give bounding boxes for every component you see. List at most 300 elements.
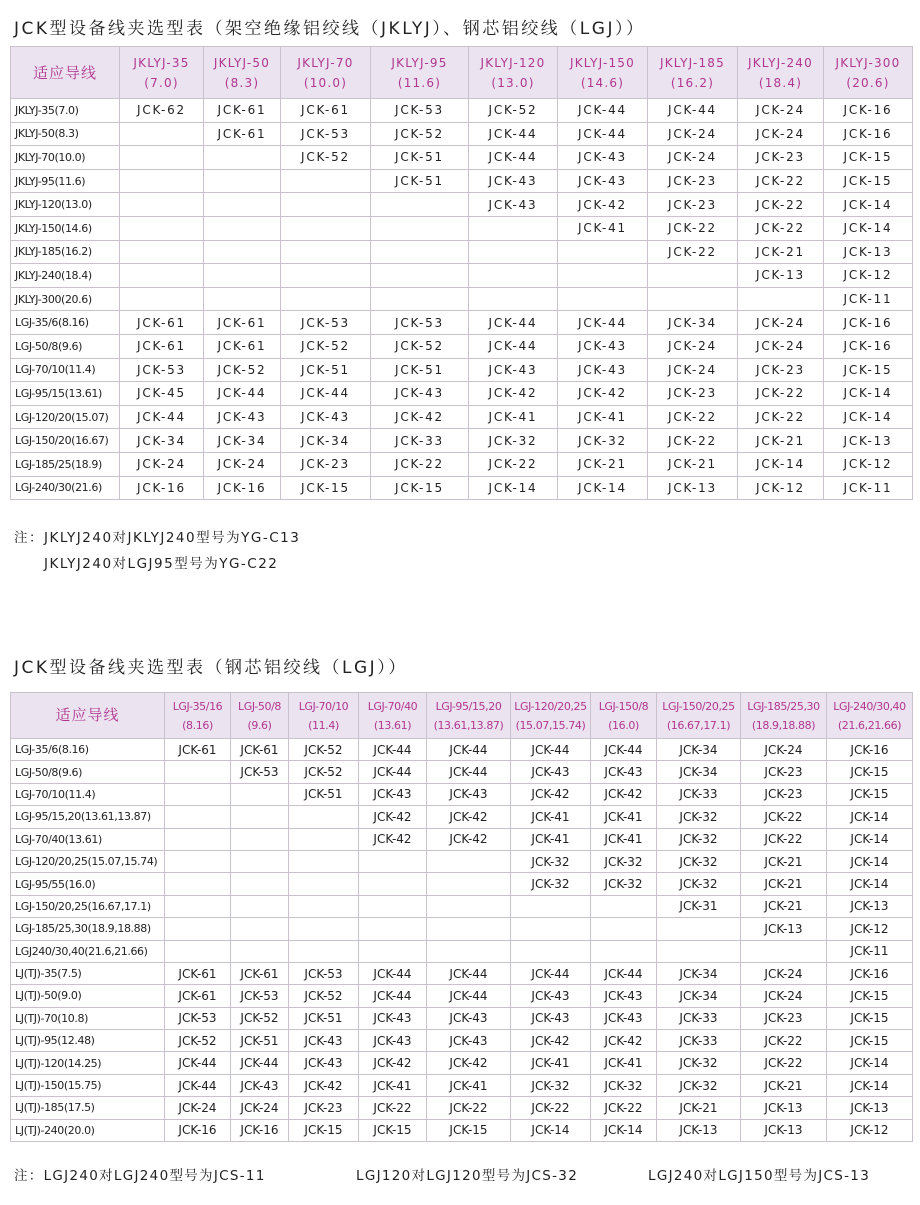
clamp-model-cell: JCK-15: [824, 146, 913, 170]
clamp-model-cell: JCK-44: [281, 382, 371, 406]
clamp-model-cell: [120, 122, 204, 146]
clamp-model-cell: JCK-61: [120, 334, 204, 358]
clamp-model-cell: JCK-15: [827, 1007, 913, 1029]
clamp-model-cell: JCK-11: [824, 287, 913, 311]
clamp-model-cell: JCK-53: [165, 1007, 231, 1029]
column-header-name: JKLYJ-70: [297, 55, 354, 70]
clamp-model-cell: JCK-13: [648, 476, 738, 500]
column-header-name: LGJ-240/30,40: [833, 699, 906, 713]
clamp-model-cell: [231, 895, 289, 917]
clamp-model-cell: JCK-43: [371, 382, 469, 406]
clamp-model-cell: JCK-33: [657, 1007, 741, 1029]
table1-note-1: 注：JKLYJ240对JKLYJ240型号为YG-C13: [14, 530, 301, 546]
clamp-model-cell: [165, 783, 231, 805]
clamp-model-cell: JCK-32: [511, 1074, 591, 1096]
clamp-model-cell: JCK-61: [204, 122, 281, 146]
clamp-model-cell: [371, 264, 469, 288]
clamp-model-cell: JCK-14: [827, 1074, 913, 1096]
row-conductor-label: LGJ-150/20,25(16.67,17.1): [11, 895, 165, 917]
table-row: [11, 873, 913, 895]
clamp-model-cell: JCK-42: [511, 1030, 591, 1052]
clamp-model-cell: [281, 264, 371, 288]
clamp-model-cell: [204, 240, 281, 264]
clamp-model-cell: JCK-21: [648, 452, 738, 476]
clamp-model-cell: [359, 850, 427, 872]
column-header-name: JKLYJ-35: [133, 55, 190, 70]
clamp-model-cell: [289, 940, 359, 962]
clamp-model-cell: JCK-14: [824, 216, 913, 240]
clamp-model-cell: JCK-41: [511, 1052, 591, 1074]
row-conductor-label: LGJ-185/25,30(18.9,18.88): [11, 918, 165, 940]
clamp-model-cell: JCK-44: [511, 739, 591, 761]
clamp-model-cell: JCK-13: [741, 1097, 827, 1119]
clamp-model-cell: JCK-33: [657, 1030, 741, 1052]
column-header-diameter: (13.61): [373, 718, 412, 732]
clamp-model-cell: JCK-21: [738, 429, 824, 453]
clamp-model-cell: JCK-43: [427, 1007, 511, 1029]
clamp-model-cell: JCK-52: [165, 1030, 231, 1052]
clamp-model-cell: JCK-22: [741, 828, 827, 850]
clamp-model-cell: [231, 806, 289, 828]
clamp-model-cell: [289, 895, 359, 917]
clamp-model-cell: [204, 264, 281, 288]
table-row: [11, 1030, 913, 1052]
clamp-model-cell: JCK-16: [204, 476, 281, 500]
clamp-model-cell: JCK-43: [469, 169, 558, 193]
clamp-model-cell: JCK-61: [204, 99, 281, 123]
clamp-model-cell: JCK-16: [824, 99, 913, 123]
clamp-model-cell: JCK-14: [558, 476, 648, 500]
clamp-model-cell: JCK-44: [469, 334, 558, 358]
clamp-model-cell: JCK-24: [204, 452, 281, 476]
clamp-model-cell: JCK-43: [558, 334, 648, 358]
column-header: [657, 693, 741, 739]
clamp-model-cell: JCK-52: [289, 985, 359, 1007]
table-row: [11, 918, 913, 940]
row-conductor-label: LGJ-95/55(16.0): [11, 873, 165, 895]
clamp-model-cell: JCK-42: [427, 1052, 511, 1074]
clamp-model-cell: JCK-14: [827, 873, 913, 895]
clamp-model-cell: JCK-34: [657, 761, 741, 783]
clamp-model-cell: JCK-43: [427, 1030, 511, 1052]
clamp-model-cell: JCK-52: [371, 122, 469, 146]
clamp-model-cell: [511, 918, 591, 940]
row-conductor-label: LGJ-35/6(8.16): [11, 311, 120, 335]
clamp-model-cell: JCK-43: [289, 1030, 359, 1052]
column-header-diameter: (15.07,15.74): [515, 718, 586, 732]
column-header-name: JKLYJ-95: [391, 55, 448, 70]
row-conductor-label: LJ(TJ)-240(20.0): [11, 1119, 165, 1141]
row-conductor-label: JKLYJ-240(18.4): [11, 264, 120, 288]
clamp-model-cell: JCK-41: [427, 1074, 511, 1096]
clamp-model-cell: JCK-41: [558, 405, 648, 429]
clamp-model-cell: JCK-23: [741, 783, 827, 805]
column-header: [648, 47, 738, 99]
clamp-model-cell: JCK-44: [165, 1074, 231, 1096]
clamp-model-cell: JCK-43: [558, 146, 648, 170]
column-header-name: LGJ-185/25,30: [747, 699, 820, 713]
clamp-model-cell: JCK-43: [359, 783, 427, 805]
table-row: [11, 311, 913, 335]
clamp-model-cell: [204, 146, 281, 170]
row-conductor-label: LGJ-120/20,25(15.07,15.74): [11, 850, 165, 872]
clamp-model-cell: [511, 940, 591, 962]
clamp-model-cell: [231, 873, 289, 895]
clamp-model-cell: JCK-23: [741, 761, 827, 783]
clamp-model-cell: [359, 895, 427, 917]
row-conductor-label: LGJ-120/20(15.07): [11, 405, 120, 429]
clamp-model-cell: JCK-44: [165, 1052, 231, 1074]
row-conductor-label: LGJ-185/25(18.9): [11, 452, 120, 476]
clamp-model-cell: JCK-34: [281, 429, 371, 453]
column-header-diameter: (7.0): [144, 75, 179, 90]
clamp-model-cell: JCK-31: [657, 895, 741, 917]
clamp-model-cell: JCK-52: [371, 334, 469, 358]
clamp-model-cell: JCK-15: [359, 1119, 427, 1141]
clamp-model-cell: JCK-24: [738, 311, 824, 335]
column-header-name: JKLYJ-240: [748, 55, 813, 70]
clamp-model-cell: [591, 895, 657, 917]
table-row: [11, 169, 913, 193]
clamp-model-cell: JCK-14: [824, 382, 913, 406]
clamp-model-cell: JCK-21: [741, 1074, 827, 1096]
clamp-model-cell: JCK-32: [657, 873, 741, 895]
clamp-model-cell: [289, 850, 359, 872]
clamp-model-cell: [427, 850, 511, 872]
column-header-name: LGJ-50/8: [238, 699, 281, 713]
clamp-model-cell: JCK-44: [359, 739, 427, 761]
column-header: [371, 47, 469, 99]
column-header: [469, 47, 558, 99]
clamp-model-cell: JCK-22: [738, 382, 824, 406]
clamp-model-cell: JCK-22: [738, 169, 824, 193]
clamp-model-cell: JCK-44: [469, 122, 558, 146]
clamp-model-cell: JCK-43: [469, 193, 558, 217]
table-row: [11, 739, 913, 761]
clamp-model-cell: [165, 895, 231, 917]
column-header: [165, 693, 231, 739]
clamp-model-cell: JCK-43: [427, 783, 511, 805]
table-row: [11, 940, 913, 962]
table2-header-row: [11, 693, 913, 739]
clamp-model-cell: JCK-22: [511, 1097, 591, 1119]
clamp-model-cell: [511, 895, 591, 917]
clamp-model-cell: JCK-52: [289, 739, 359, 761]
table-row: [11, 382, 913, 406]
clamp-model-cell: [427, 873, 511, 895]
clamp-model-cell: [591, 918, 657, 940]
clamp-model-cell: [289, 806, 359, 828]
clamp-model-cell: JCK-43: [591, 761, 657, 783]
clamp-model-cell: JCK-13: [741, 918, 827, 940]
clamp-model-cell: JCK-32: [657, 1052, 741, 1074]
clamp-model-cell: [648, 287, 738, 311]
clamp-model-cell: JCK-52: [281, 334, 371, 358]
clamp-model-cell: JCK-51: [289, 783, 359, 805]
clamp-model-cell: JCK-14: [827, 850, 913, 872]
clamp-model-cell: JCK-42: [359, 828, 427, 850]
clamp-model-cell: [231, 918, 289, 940]
clamp-model-cell: JCK-53: [371, 99, 469, 123]
row-conductor-label: LGJ-95/15(13.61): [11, 382, 120, 406]
column-header-name: LGJ-150/20,25: [662, 699, 735, 713]
clamp-model-cell: [289, 918, 359, 940]
column-header: [231, 693, 289, 739]
row-conductor-label: JKLYJ-70(10.0): [11, 146, 120, 170]
clamp-model-cell: [289, 828, 359, 850]
clamp-model-cell: JCK-24: [741, 962, 827, 984]
clamp-model-cell: JCK-41: [469, 405, 558, 429]
clamp-model-cell: [204, 193, 281, 217]
clamp-model-cell: JCK-15: [289, 1119, 359, 1141]
column-header: [427, 693, 511, 739]
clamp-model-cell: JCK-33: [657, 783, 741, 805]
column-header-diameter: (16.67,17.1): [666, 718, 731, 732]
column-header: [204, 47, 281, 99]
clamp-model-cell: JCK-61: [165, 739, 231, 761]
row-conductor-label: LGJ-50/8(9.6): [11, 761, 165, 783]
clamp-model-cell: JCK-51: [371, 146, 469, 170]
clamp-model-cell: JCK-22: [648, 429, 738, 453]
clamp-model-cell: JCK-42: [359, 806, 427, 828]
clamp-model-cell: JCK-44: [231, 1052, 289, 1074]
clamp-model-cell: [371, 216, 469, 240]
clamp-model-cell: [231, 828, 289, 850]
clamp-model-cell: [469, 240, 558, 264]
table-row: [11, 1097, 913, 1119]
clamp-model-cell: JCK-44: [427, 761, 511, 783]
clamp-model-cell: JCK-43: [289, 1052, 359, 1074]
table-row: [11, 240, 913, 264]
clamp-model-cell: [120, 264, 204, 288]
table2-corner-header: 适应导线: [11, 693, 165, 739]
clamp-model-cell: JCK-53: [231, 761, 289, 783]
clamp-model-cell: [738, 287, 824, 311]
column-header-diameter: (11.4): [308, 718, 339, 732]
clamp-model-cell: JCK-41: [359, 1074, 427, 1096]
clamp-model-cell: JCK-12: [827, 1119, 913, 1141]
clamp-model-cell: JCK-15: [371, 476, 469, 500]
column-header-diameter: (13.61,13.87): [433, 718, 504, 732]
clamp-model-cell: JCK-44: [648, 99, 738, 123]
table2-title: JCK型设备线夹选型表（钢芯铝绞线（LGJ））: [14, 658, 408, 678]
clamp-model-cell: JCK-23: [648, 169, 738, 193]
clamp-model-cell: [120, 193, 204, 217]
clamp-model-cell: JCK-14: [738, 452, 824, 476]
clamp-model-cell: [165, 873, 231, 895]
selection-table-lgj: [10, 692, 913, 1142]
clamp-model-cell: JCK-12: [824, 264, 913, 288]
clamp-model-cell: JCK-16: [824, 122, 913, 146]
clamp-model-cell: JCK-23: [281, 452, 371, 476]
clamp-model-cell: JCK-14: [827, 806, 913, 828]
column-header-name: LGJ-70/40: [367, 699, 418, 713]
clamp-model-cell: JCK-15: [827, 761, 913, 783]
row-conductor-label: LJ(TJ)-95(12.48): [11, 1030, 165, 1052]
clamp-model-cell: JCK-14: [827, 1052, 913, 1074]
clamp-model-cell: JCK-16: [120, 476, 204, 500]
clamp-model-cell: JCK-51: [281, 358, 371, 382]
column-header-diameter: (13.0): [491, 75, 535, 90]
row-conductor-label: LGJ-70/10(11.4): [11, 783, 165, 805]
clamp-model-cell: JCK-43: [359, 1007, 427, 1029]
clamp-model-cell: JCK-22: [469, 452, 558, 476]
table2-note-3: LGJ240对LGJ150型号为JCS-13: [648, 1168, 871, 1184]
column-header-diameter: (18.9,18.88): [751, 718, 816, 732]
clamp-model-cell: JCK-61: [165, 962, 231, 984]
clamp-model-cell: JCK-61: [281, 99, 371, 123]
clamp-model-cell: JCK-41: [511, 806, 591, 828]
clamp-model-cell: [558, 240, 648, 264]
clamp-model-cell: JCK-53: [231, 985, 289, 1007]
clamp-model-cell: JCK-32: [657, 828, 741, 850]
clamp-model-cell: JCK-61: [165, 985, 231, 1007]
clamp-model-cell: [204, 216, 281, 240]
clamp-model-cell: JCK-21: [741, 850, 827, 872]
table-row: [11, 806, 913, 828]
clamp-model-cell: [289, 873, 359, 895]
clamp-model-cell: JCK-53: [289, 962, 359, 984]
clamp-model-cell: [469, 264, 558, 288]
table2-note-1: 注：LGJ240对LGJ240型号为JCS-11: [14, 1168, 266, 1184]
clamp-model-cell: JCK-22: [591, 1097, 657, 1119]
clamp-model-cell: JCK-32: [657, 850, 741, 872]
clamp-model-cell: JCK-43: [558, 169, 648, 193]
table1-title: JCK型设备线夹选型表（架空绝缘铝绞线（JKLYJ）、钢芯铝绞线（LGJ））: [14, 19, 646, 39]
column-header-name: LGJ-35/16: [172, 699, 223, 713]
column-header-name: JKLYJ-185: [660, 55, 725, 70]
clamp-model-cell: JCK-23: [648, 193, 738, 217]
clamp-model-cell: [427, 918, 511, 940]
table-row: [11, 99, 913, 123]
table-row: [11, 287, 913, 311]
clamp-model-cell: JCK-34: [204, 429, 281, 453]
clamp-model-cell: JCK-12: [738, 476, 824, 500]
clamp-model-cell: JCK-22: [648, 240, 738, 264]
clamp-model-cell: JCK-42: [427, 806, 511, 828]
clamp-model-cell: JCK-14: [591, 1119, 657, 1141]
column-header-name: JKLYJ-120: [480, 55, 546, 70]
row-conductor-label: LJ(TJ)-120(14.25): [11, 1052, 165, 1074]
clamp-model-cell: [120, 240, 204, 264]
clamp-model-cell: [231, 850, 289, 872]
clamp-model-cell: JCK-11: [827, 940, 913, 962]
clamp-model-cell: JCK-23: [289, 1097, 359, 1119]
column-header: [827, 693, 913, 739]
table-row: [11, 962, 913, 984]
clamp-model-cell: JCK-12: [824, 452, 913, 476]
row-conductor-label: JKLYJ-120(13.0): [11, 193, 120, 217]
column-header-diameter: (16.2): [670, 75, 715, 90]
clamp-model-cell: JCK-44: [427, 985, 511, 1007]
clamp-model-cell: JCK-34: [657, 985, 741, 1007]
table-row: [11, 895, 913, 917]
table1-corner-header: 适应导线: [11, 47, 120, 99]
clamp-model-cell: JCK-32: [511, 873, 591, 895]
clamp-model-cell: JCK-51: [289, 1007, 359, 1029]
clamp-model-cell: JCK-42: [359, 1052, 427, 1074]
column-header-diameter: (8.3): [224, 75, 260, 90]
column-header-name: LGJ-150/8: [598, 699, 649, 713]
clamp-model-cell: JCK-43: [591, 985, 657, 1007]
clamp-model-cell: JCK-21: [741, 895, 827, 917]
clamp-model-cell: JCK-61: [231, 739, 289, 761]
clamp-model-cell: JCK-23: [648, 382, 738, 406]
clamp-model-cell: [469, 287, 558, 311]
clamp-model-cell: JCK-13: [657, 1119, 741, 1141]
clamp-model-cell: JCK-33: [371, 429, 469, 453]
clamp-model-cell: [231, 940, 289, 962]
clamp-model-cell: JCK-32: [657, 1074, 741, 1096]
table2-body: [11, 739, 913, 1142]
table1-header-row: [11, 47, 913, 99]
clamp-model-cell: JCK-43: [204, 405, 281, 429]
clamp-model-cell: JCK-23: [738, 146, 824, 170]
clamp-model-cell: JCK-32: [558, 429, 648, 453]
row-conductor-label: LGJ-50/8(9.6): [11, 334, 120, 358]
clamp-model-cell: JCK-22: [741, 806, 827, 828]
table-row: [11, 761, 913, 783]
clamp-model-cell: [281, 169, 371, 193]
column-header-name: LGJ-95/15,20: [435, 699, 502, 713]
clamp-model-cell: JCK-43: [511, 1007, 591, 1029]
clamp-model-cell: JCK-43: [359, 1030, 427, 1052]
column-header-name: LGJ-70/10: [298, 699, 349, 713]
clamp-model-cell: JCK-42: [511, 783, 591, 805]
column-header: [281, 47, 371, 99]
clamp-model-cell: JCK-24: [738, 99, 824, 123]
clamp-model-cell: JCK-21: [657, 1097, 741, 1119]
clamp-model-cell: JCK-44: [591, 962, 657, 984]
clamp-model-cell: JCK-43: [281, 405, 371, 429]
table-row: [11, 828, 913, 850]
column-header: [824, 47, 913, 99]
clamp-model-cell: [558, 287, 648, 311]
clamp-model-cell: JCK-22: [371, 452, 469, 476]
clamp-model-cell: JCK-22: [648, 216, 738, 240]
clamp-model-cell: [469, 216, 558, 240]
clamp-model-cell: JCK-14: [511, 1119, 591, 1141]
clamp-model-cell: [371, 240, 469, 264]
clamp-model-cell: JCK-16: [824, 334, 913, 358]
clamp-model-cell: [231, 783, 289, 805]
clamp-model-cell: JCK-61: [120, 311, 204, 335]
table-row: [11, 1052, 913, 1074]
clamp-model-cell: JCK-15: [281, 476, 371, 500]
row-conductor-label: JKLYJ-50(8.3): [11, 122, 120, 146]
clamp-model-cell: JCK-15: [824, 169, 913, 193]
clamp-model-cell: JCK-24: [231, 1097, 289, 1119]
clamp-model-cell: JCK-21: [738, 240, 824, 264]
clamp-model-cell: JCK-53: [371, 311, 469, 335]
clamp-model-cell: JCK-41: [591, 1052, 657, 1074]
clamp-model-cell: JCK-24: [741, 739, 827, 761]
clamp-model-cell: JCK-14: [824, 405, 913, 429]
column-header: [120, 47, 204, 99]
clamp-model-cell: JCK-42: [371, 405, 469, 429]
clamp-model-cell: JCK-44: [359, 985, 427, 1007]
clamp-model-cell: JCK-21: [558, 452, 648, 476]
clamp-model-cell: JCK-22: [741, 1052, 827, 1074]
table-row: [11, 850, 913, 872]
clamp-model-cell: JCK-13: [741, 1119, 827, 1141]
clamp-model-cell: JCK-44: [469, 146, 558, 170]
clamp-model-cell: JCK-32: [591, 850, 657, 872]
clamp-model-cell: JCK-44: [558, 122, 648, 146]
clamp-model-cell: [281, 216, 371, 240]
table-row: [11, 405, 913, 429]
clamp-model-cell: [359, 873, 427, 895]
